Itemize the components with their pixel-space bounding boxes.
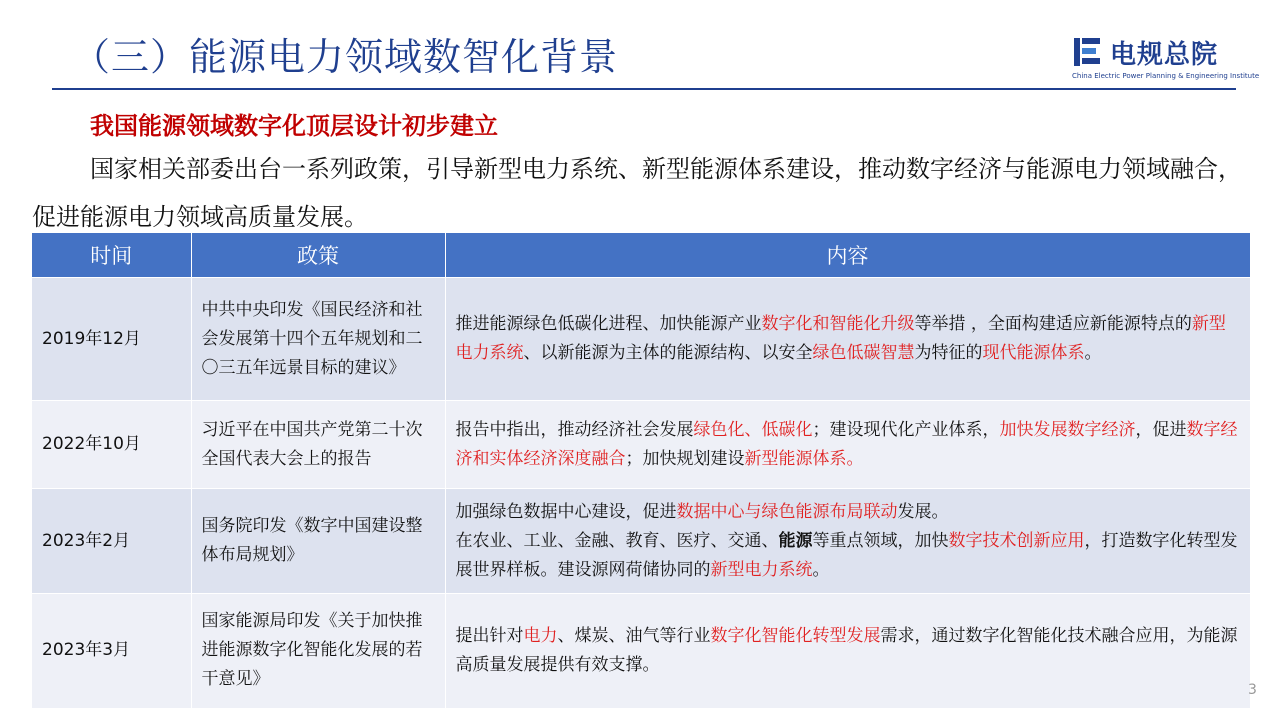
cell-policy: 习近平在中国共产党第二十次全国代表大会上的报告 xyxy=(191,401,445,489)
highlight-text: 绿色化、低碳化 xyxy=(693,419,813,440)
cell-policy: 国家能源局印发《关于加快推进能源数字化智能化发展的若干意见》 xyxy=(191,594,445,708)
cell-policy: 国务院印发《数字中国建设整体布局规划》 xyxy=(191,489,445,594)
content-text: 需求，通过数字化智能化技术融合应用，为能源高质量发展提供有效支撑。 xyxy=(455,625,1238,675)
logo-name: 电规总院 xyxy=(1110,40,1219,70)
table-row xyxy=(32,278,1250,401)
page-number: 3 xyxy=(1248,682,1257,698)
content-text: 在农业、工业、金融、教育、医疗、交通、 xyxy=(455,530,779,551)
highlight-text: 加快发展数字经济 xyxy=(999,419,1136,440)
content-text: 、煤炭、油气等行业 xyxy=(557,625,711,646)
cell-content xyxy=(445,489,1250,594)
table-row xyxy=(32,594,1250,708)
content-text: 、以新能源为主体的能源结构、以安全 xyxy=(523,343,813,363)
cell-policy: 中共中央印发《国民经济和社会发展第十四个五年规划和二〇三五年远景目标的建议》 xyxy=(191,278,445,401)
logo xyxy=(1072,34,1260,84)
cell-time: 2023年2月 xyxy=(32,489,191,594)
highlight-text: 新型电力系统 xyxy=(710,559,813,580)
highlight-text: 现代能源体系 xyxy=(982,343,1085,363)
content-text: 等重点领域，加快 xyxy=(812,530,949,551)
content-text: 发展。 xyxy=(897,501,949,522)
content-text: 加强绿色数据中心建设，促进 xyxy=(455,501,677,522)
content-text: 推进能源绿色低碳化进程、加快能源产业 xyxy=(455,314,762,334)
cell-time: 2023年3月 xyxy=(32,594,191,708)
header-divider xyxy=(52,88,1236,90)
table-header-row xyxy=(32,233,1250,278)
content-text: ，促进 xyxy=(1135,419,1187,440)
cell-time: 2022年10月 xyxy=(32,401,191,489)
header-time: 时间 xyxy=(32,233,191,278)
content-text: 报告中指出，推动经济社会发展 xyxy=(455,419,694,440)
highlight-text: 电力 xyxy=(523,625,558,646)
content-text: 为特征的 xyxy=(914,343,983,363)
content-text: 提出针对 xyxy=(455,625,524,646)
header-content: 内容 xyxy=(445,233,1250,278)
cell-time: 2019年12月 xyxy=(32,278,191,401)
cell-content xyxy=(445,278,1250,401)
bold-text: 能源 xyxy=(778,530,813,551)
highlight-text: 新型电力系统 xyxy=(455,314,1226,363)
content-text: 等举措 ，全面构建适应新能源特点的 xyxy=(914,314,1192,334)
cell-content xyxy=(445,594,1250,708)
header-policy: 政策 xyxy=(191,233,445,278)
table-row xyxy=(32,489,1250,594)
highlight-text: 数字经济和实体经济深度融合 xyxy=(455,419,1238,469)
section-subtitle: 我国能源领域数字化顶层设计初步建立 xyxy=(90,112,498,140)
page-title: （三）能源电力领域数智化背景 xyxy=(72,35,619,79)
table-row xyxy=(32,401,1250,489)
content-text: ；建设现代化产业体系， xyxy=(812,419,1000,440)
content-text: 。 xyxy=(1084,343,1102,363)
logo-english: China Electric Power Planning & Engineering Institute xyxy=(1072,72,1260,80)
policy-table xyxy=(32,233,1251,708)
highlight-text: 新型能源体系。 xyxy=(744,448,864,469)
highlight-text: 数字化和智能化升级 xyxy=(761,314,915,334)
cell-content xyxy=(445,401,1250,489)
logo-mark-icon xyxy=(1072,36,1104,68)
content-text: ，打造数字化转型发展世界样板。建设源网荷储协同的 xyxy=(455,530,1238,580)
content-text: 。 xyxy=(812,559,830,580)
intro-paragraph: 国家相关部委出台一系列政策，引导新型电力系统、新型能源体系建设，推动数字经济与能源电力领域融合，促进能源电力领域高质量发展。 xyxy=(32,155,1242,231)
highlight-text: 数据中心与绿色能源布局联动 xyxy=(676,501,898,522)
content-text: ；加快规划建设 xyxy=(625,448,745,469)
highlight-text: 数字化智能化转型发展 xyxy=(710,625,881,646)
highlight-text: 数字技术创新应用 xyxy=(948,530,1085,551)
highlight-text: 绿色低碳智慧 xyxy=(812,343,915,363)
